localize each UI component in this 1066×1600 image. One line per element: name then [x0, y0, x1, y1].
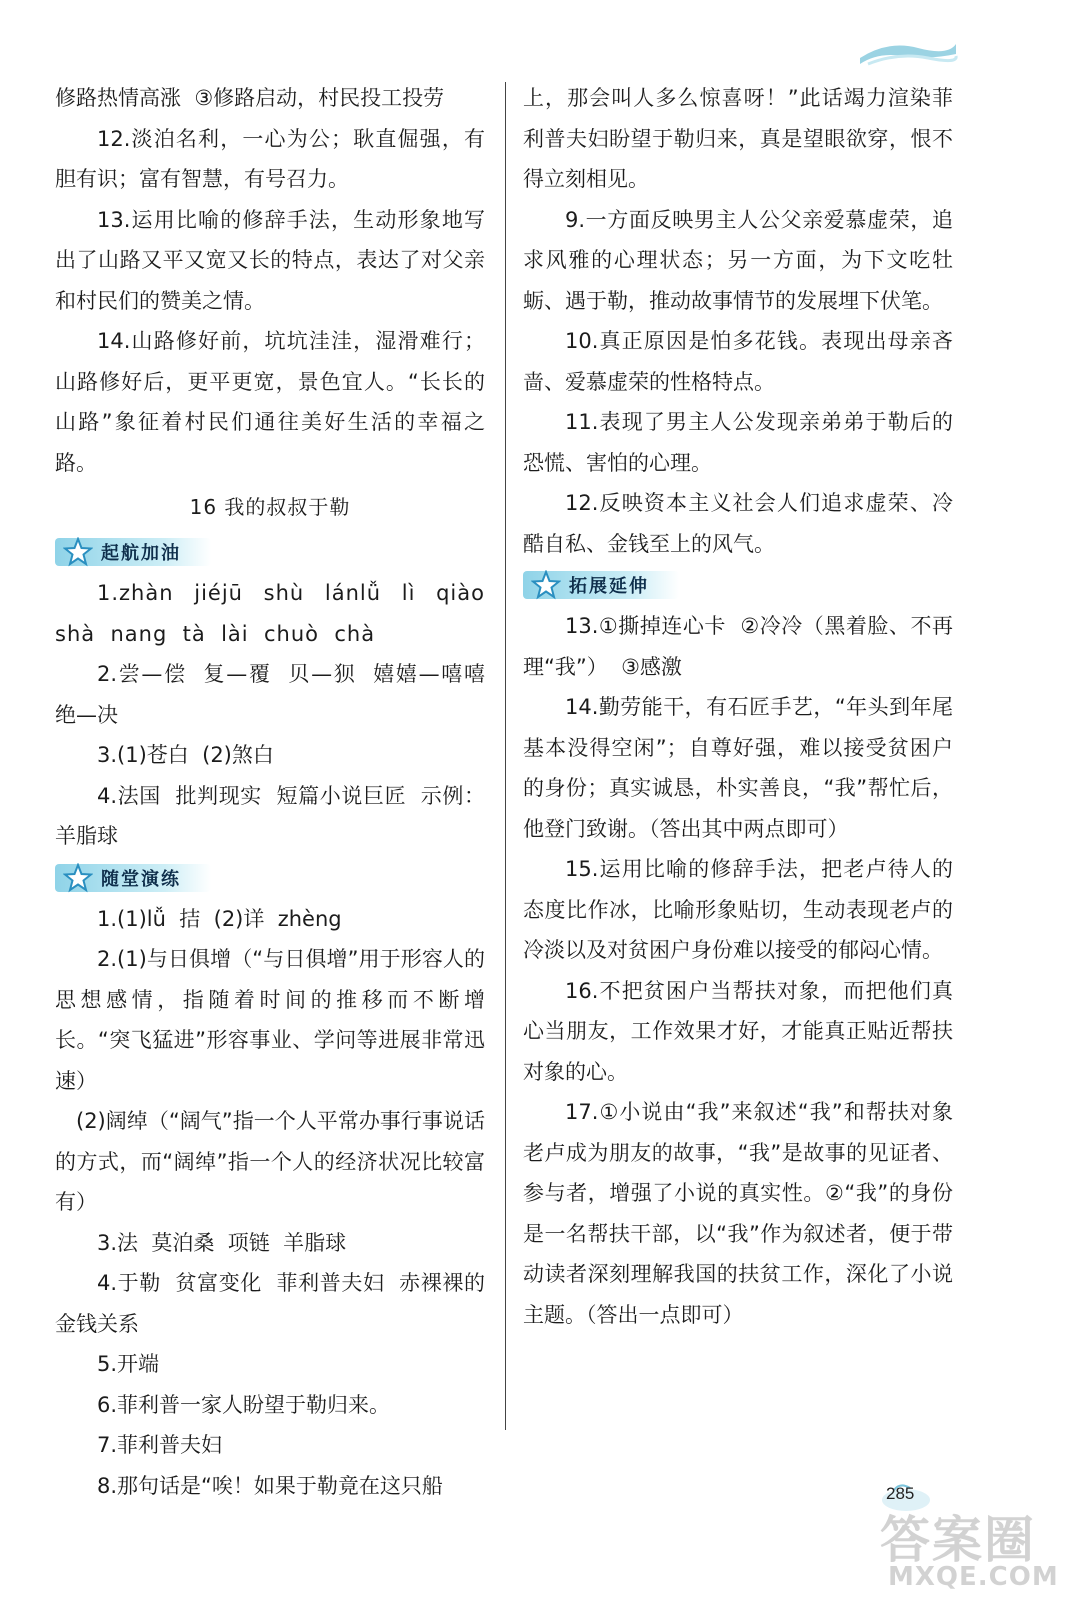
left-column	[55, 78, 501, 1506]
answer-4: 4.于勒 贫富变化 菲利普夫妇 赤裸裸的金钱关系	[55, 1271, 485, 1336]
watermark-url: MXQE.COM	[888, 1562, 1059, 1592]
section-tag-tuozhan	[523, 568, 953, 602]
section-tag-bar	[55, 864, 211, 892]
watermark-logo-text: 答案圈	[880, 1511, 1036, 1569]
star-icon	[63, 537, 93, 567]
answer-16: 16.不把贫困户当帮扶对象，而把他们真心当朋友，工作效果才好，才能真正贴近帮扶对象的心。	[523, 978, 953, 1084]
answer-pinyin: 1.zhàn jiéjū shù lánlǚ lì qiào shà nang tà lài chuò chà	[55, 581, 501, 646]
section-tag-bar	[523, 571, 679, 599]
header-decoration	[858, 38, 958, 72]
answer-13: 13.运用比喻的修辞手法，生动形象地写出了山路又平又宽又长的特点，表达了对父亲和村民们的赞美之情。	[55, 207, 485, 313]
answer-8: 8.那句话是“唉！如果于勒竟在这只船	[97, 1473, 443, 1498]
section-tag-label: 拓展延伸	[569, 576, 649, 597]
answer-15: 15.运用比喻的修辞手法，把老卢待人的态度比作冰，比喻形象贴切，生动表现老卢的冷淡以及对贫困户身份难以接受的郁闷心情。	[523, 857, 953, 962]
star-icon	[63, 863, 93, 893]
star-icon	[531, 570, 561, 600]
answer-11: 11.表现了男主人公发现亲弟弟于勒后的恐慌、害怕的心理。	[523, 410, 953, 475]
answer-8-cont: 上，那会叫人多么惊喜呀！”此话竭力渲染菲利普夫妇盼望于勒归来，真是望眼欲穿，恨不得立刻相见。	[523, 86, 953, 191]
answer-12: 12.反映资本主义社会人们追求虚荣、冷酷自私、金钱至上的风气。	[523, 491, 953, 556]
watermark	[880, 1500, 1058, 1596]
answer-5: 5.开端	[97, 1352, 160, 1376]
answer-2: 2.尝—偿 复—覆 贝—狈 嬉嬉—嘻嘻 绝—决	[55, 662, 499, 727]
column-divider	[505, 82, 506, 1430]
page-number-text: 285	[886, 1484, 915, 1503]
answer-2-2: (2)阔绰（“阔气”指一个人平常办事行事说话的方式，而“阔绰”指一个人的经济状况比较富有）	[55, 1109, 485, 1214]
answer-3: 3.(1)苍白 (2)煞白	[97, 743, 274, 767]
answer-6: 6.菲利普一家人盼望于勒归来。	[97, 1392, 391, 1417]
answer-14: 14.山路修好前，坑坑洼洼，湿滑难行；山路修好后，更平更宽，景色宜人。“长长的山路”象征着村民们通往美好生活的幸福之路。	[55, 329, 485, 475]
right-column	[523, 78, 953, 1335]
section-tag-suitang	[55, 861, 485, 895]
answer-1: 1.(1)lǚ 拮 (2)详 zhèng	[97, 906, 342, 931]
lesson-title: 16 我的叔叔于勒	[189, 495, 351, 519]
answer-2: 2.(1)与日俱增（“与日俱增”用于形容人的思想感情，指随着时间的推移而不断增长。“突飞猛进”形容事业、学问等进展非常迅速）	[55, 947, 485, 1093]
answer-9: 9.一方面反映男主人公父亲爱慕虚荣，追求风雅的心理状态；另一方面，为下文吃牡蛎、遇于勒，推动故事情节的发展埋下伏笔。	[523, 207, 953, 313]
section-tag-qihang	[55, 535, 485, 569]
answer-10: 10.真正原因是怕多花钱。表现出母亲吝啬、爱慕虚荣的性格特点。	[523, 329, 953, 394]
answer-4: 4.法国 批判现实 短篇小说巨匠 示例：羊脂球	[55, 783, 485, 848]
answer-text: 修路热情高涨 ③修路启动，村民投工投劳	[55, 86, 445, 110]
answer-3: 3.法 莫泊桑 项链 羊脂球	[97, 1230, 347, 1255]
answer-7: 7.菲利普夫妇	[97, 1433, 223, 1457]
section-tag-label: 起航加油	[101, 543, 181, 564]
answer-17: 17.①小说由“我”来叙述“我”和帮扶对象老卢成为朋友的故事，“我”是故事的见证者、参与者，增强了小说的真实性。②“我”的身份是一名帮扶干部，以“我”作为叙述者，便于带动读者深刻理解我国的扶贫工作，深化了小说主题。（答出一点即可）	[523, 1100, 953, 1327]
section-tag-bar	[55, 538, 211, 566]
section-tag-label: 随堂演练	[101, 868, 181, 890]
answer-12: 12.淡泊名利，一心为公；耿直倔强，有胆有识；富有智慧，有号召力。	[55, 126, 485, 191]
answer-13: 13.①撕掉连心卡 ②冷冷（黑着脸、不再理“我”） ③感激	[523, 614, 953, 679]
answer-14: 14.勤劳能干，有石匠手艺，“年头到年尾基本没得空闲”；自尊好强，难以接受贫困户的身份；真实诚恳，朴实善良，“我”帮忙后，他登门致谢。（答出其中两点即可）	[523, 695, 953, 841]
